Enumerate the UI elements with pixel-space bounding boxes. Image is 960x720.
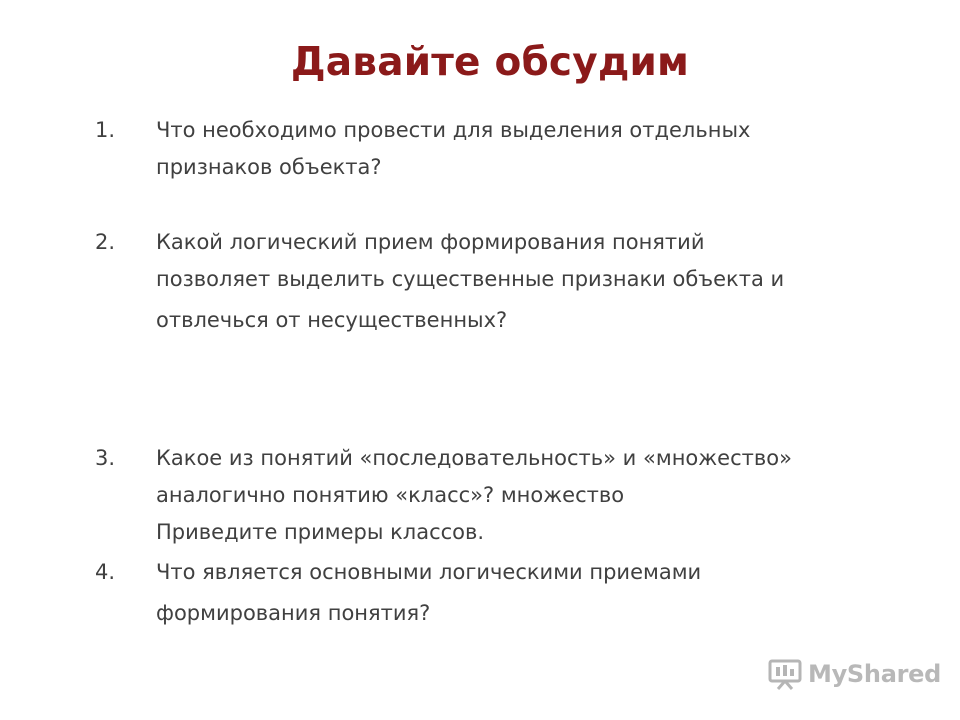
question-line: формирования понятия? <box>156 601 431 625</box>
question-line: Приведите примеры классов. <box>156 520 485 544</box>
watermark-text: MyShared <box>808 660 941 688</box>
question-text <box>156 554 896 632</box>
myshared-watermark <box>768 656 941 692</box>
question-line: Какой логический прием формирования понятий <box>156 230 705 254</box>
question-text <box>156 112 896 186</box>
question-number: 4. <box>95 560 116 584</box>
slide-title: Давайте обсудим <box>290 40 690 85</box>
question-line: Что необходимо провести для выделения отдельных <box>156 118 751 142</box>
question-line: аналогично понятию «класс»? множество <box>156 483 625 507</box>
question-line: позволяет выделить существенные признаки объекта и <box>156 267 785 291</box>
question-number: 1. <box>95 118 116 142</box>
question-line: отвлечься от несущественных? <box>156 308 508 332</box>
presentation-screen-icon <box>768 658 802 690</box>
question-text <box>156 440 896 551</box>
question-line: Какое из понятий «последовательность» и «множество» <box>156 446 792 470</box>
question-text <box>156 224 896 339</box>
question-line: Что является основными логическими приемами <box>156 560 702 584</box>
question-number: 2. <box>95 230 116 254</box>
question-line: признаков объекта? <box>156 155 382 179</box>
question-number: 3. <box>95 446 116 470</box>
